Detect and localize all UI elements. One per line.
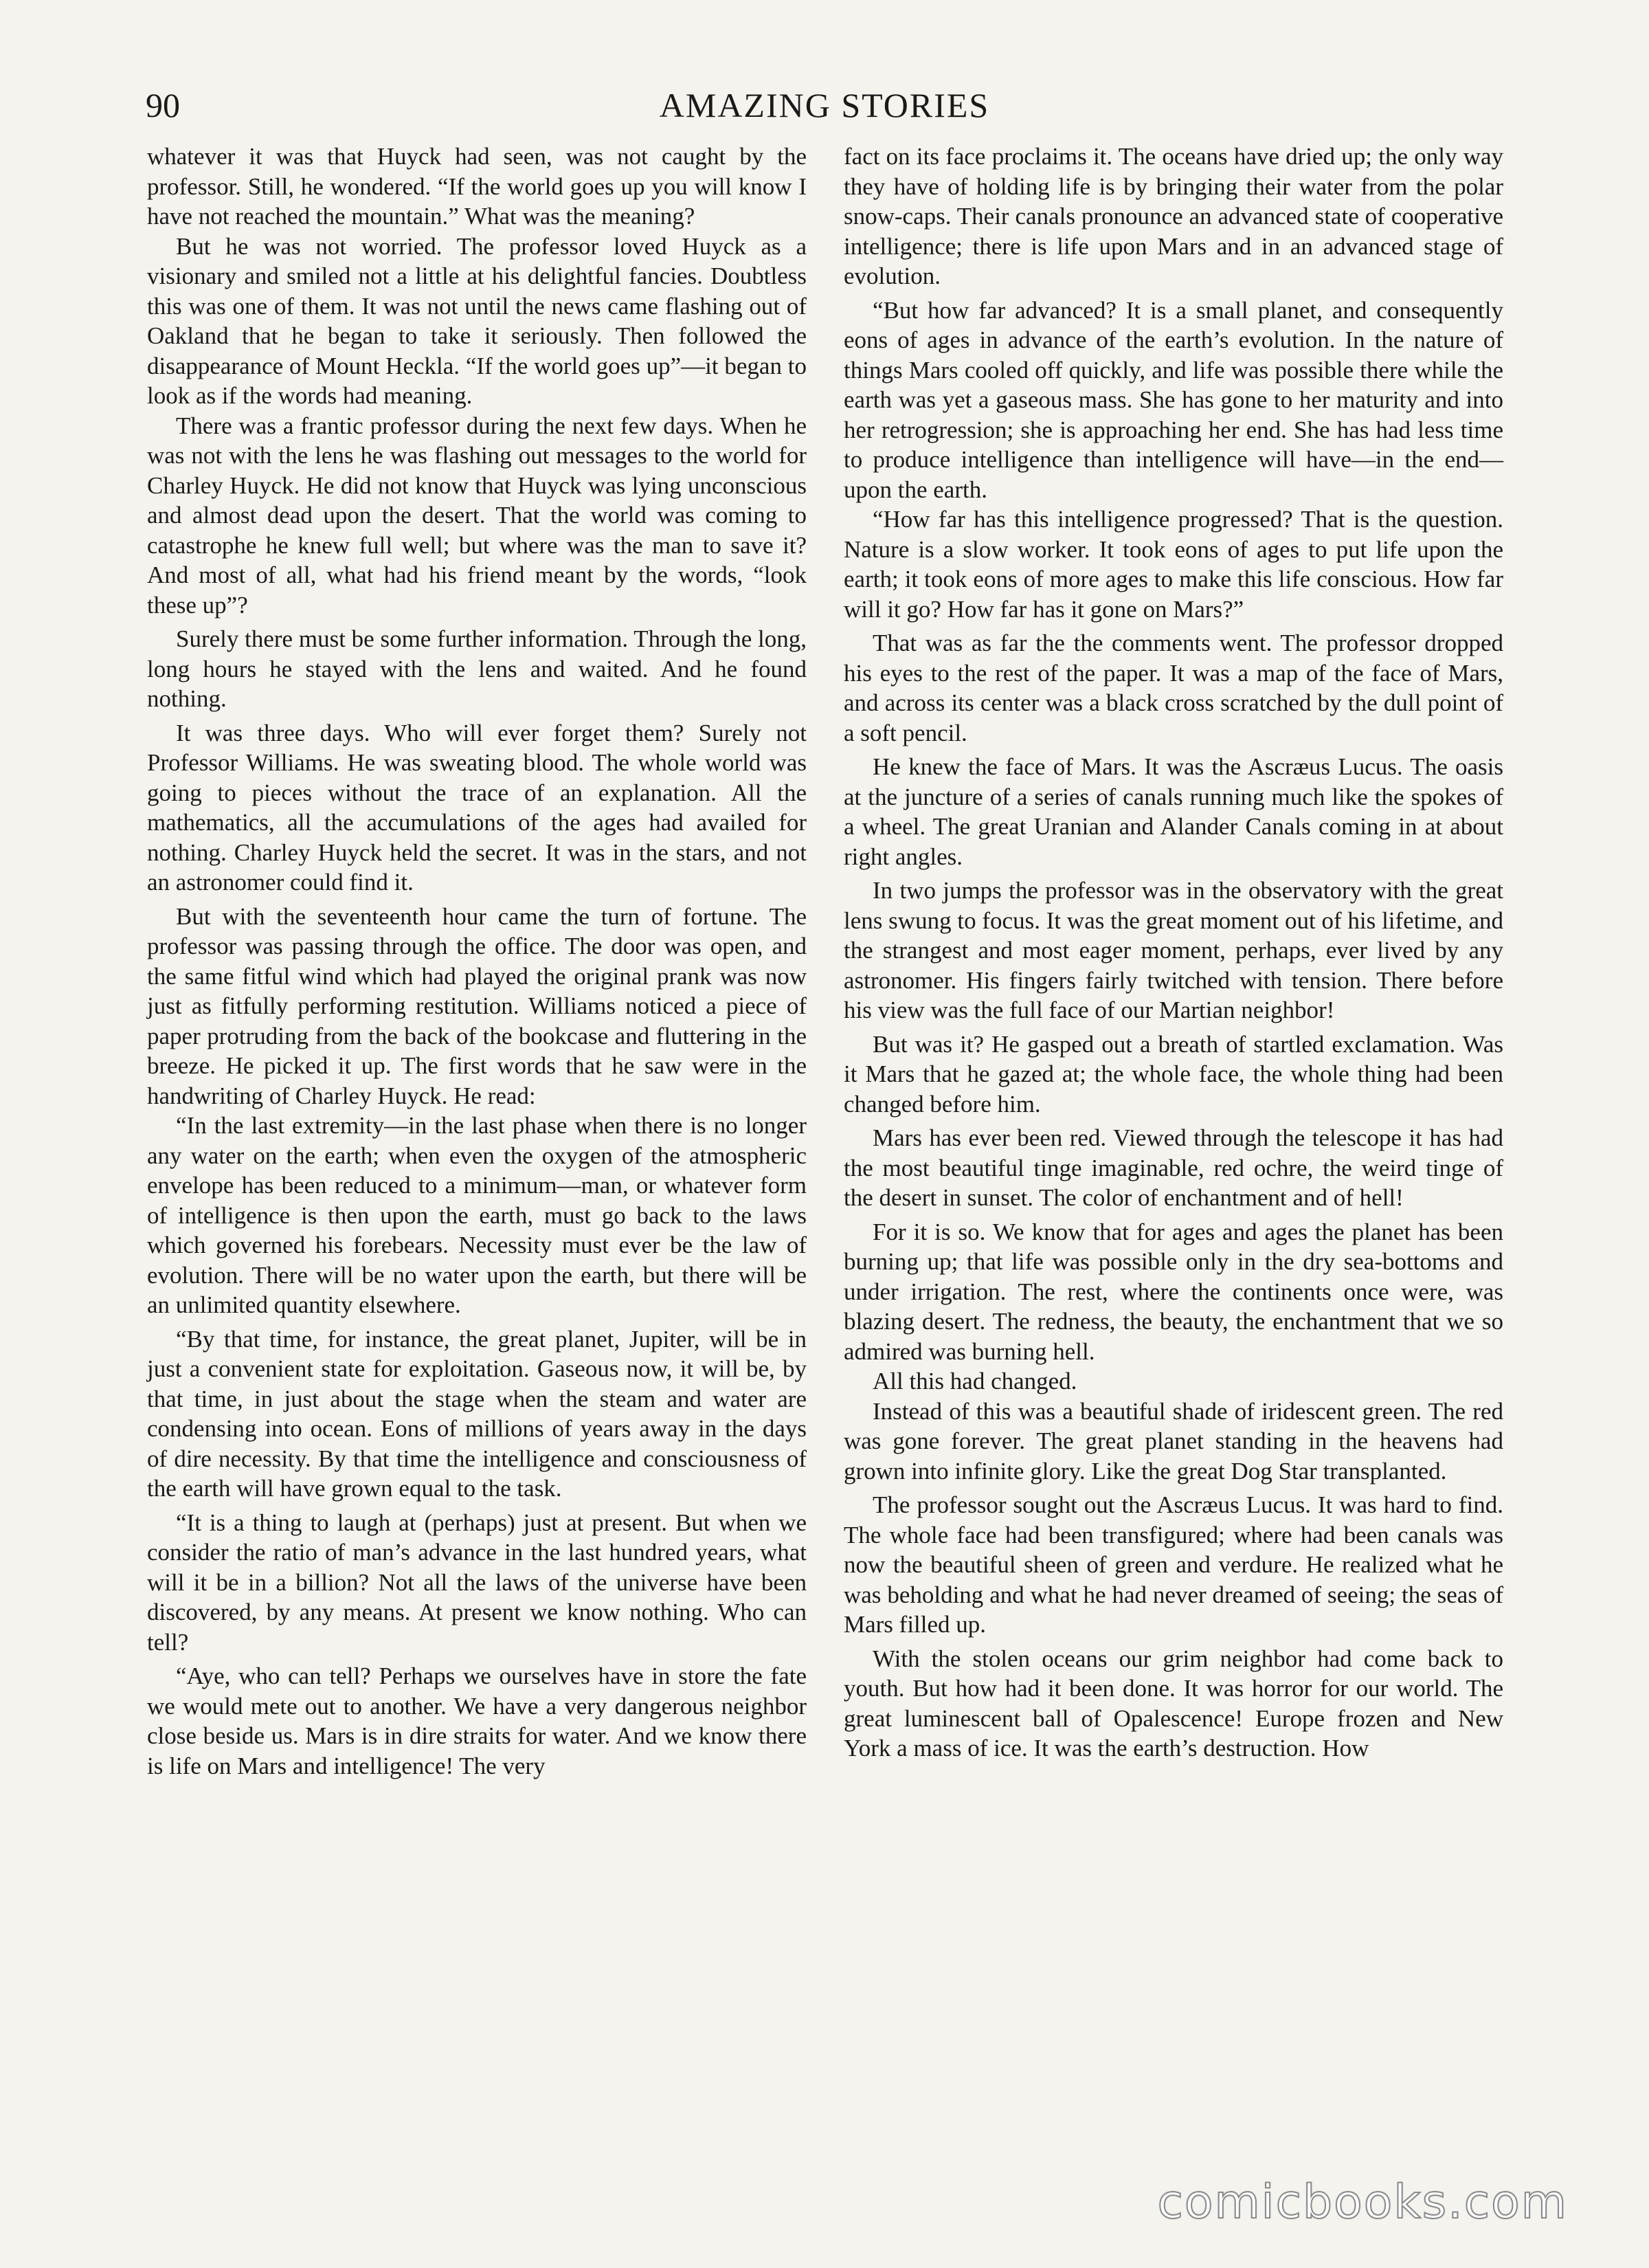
right-column xyxy=(844,142,1503,1764)
paragraph: That was as far the the comments went. The professor dropped his eyes to the rest of the paper. It was a map of the face of Mars, and across its center was a black cross scratched by the dull point of a soft pencil. xyxy=(844,630,1503,746)
paragraph: All this had changed. xyxy=(873,1368,1077,1394)
paragraph: In two jumps the professor was in the observatory with the great lens swung to focus. It was the great moment out of his lifetime, and the strangest and most eager moment, perhaps, ever lived by any astronomer. His fingers fairly twitched with tension. There before his view was the full face of our Martian neighbor! xyxy=(844,877,1503,1023)
paragraph: “But how far advanced? It is a small planet, and consequently eons of ages in advance of the earth’s evolution. In the nature of things Mars cooled off quickly, and life was possible there while the earth was yet a gaseous mass. She has gone to her maturity and into her retrogression; she is approaching her end. She has had less time to produce intelligence than intelligence will have—in the end—upon the earth. xyxy=(844,296,1503,503)
paragraph: Instead of this was a beautiful shade of iridescent green. The red was gone forever. The great planet standing in the heavens had grown into infinite glory. Like the great Dog Star transplanted. xyxy=(844,1397,1503,1485)
paragraph: “How far has this intelligence progressed? That is the question. Nature is a slow worker. It took eons of ages to put life upon the earth; it took eons of more ages to make this life conscious. How far will it go? How far has it gone on Mars?” xyxy=(844,506,1503,623)
page-number: 90 xyxy=(146,86,180,124)
paragraph: But he was not worried. The professor loved Huyck as a visionary and smiled not a little at his delightful fancies. Doubtless this was one of them. It was not until the news came flashing out of Oakland that he began to take it seriously. Then followed the disappearance of Mount Heckla. “If the world goes up”—it began to look as if the words had meaning. xyxy=(147,232,807,409)
paragraph: whatever it was that Huyck had seen, was not caught by the professor. Still, he wondered. “If the world goes up you will know I have not reached the mountain.” What was the meaning? xyxy=(147,143,807,230)
paragraph: “Aye, who can tell? Perhaps we ourselves have in store the fate we would mete out to another. We have a very dangerous neighbor close beside us. Mars is in dire straits for water. And we know there is life on Mars and intelligence! The very xyxy=(147,1663,807,1779)
paragraph: “By that time, for instance, the great planet, Jupiter, will be in just a convenient state for exploitation. Gaseous now, it will be, by that time, in just about the stage when the steam and water are condensing into ocean. Eons of millions of years away in the days of dire necessity. By that time the intelligence and consciousness of the earth will have grown equal to the task. xyxy=(147,1325,807,1502)
journal-title: AMAZING STORIES xyxy=(659,86,990,124)
paragraph: There was a frantic professor during the next few days. When he was not with the lens he was flashing out messages to the world for Charley Huyck. He did not know that Huyck was lying unconscious and almost dead upon the desert. That the world was coming to catastrophe he knew full well; but where was the man to save it? And most of all, what had his friend meant by the words, “look these up”? xyxy=(147,412,807,619)
paragraph: Surely there must be some further information. Through the long, long hours he stayed with the lens and waited. And he found nothing. xyxy=(147,625,807,712)
paragraph: With the stolen oceans our grim neighbor had come back to youth. But how had it been done. It was horror for our world. The great luminescent ball of Opalescence! Europe frozen and New York a mass of ice. It was the earth’s destruction. How xyxy=(844,1645,1503,1761)
source-watermark: comicbooks.com xyxy=(1157,2175,1568,2230)
paragraph: It was three days. Who will ever forget them? Surely not Professor Williams. He was sweating blood. The whole world was going to pieces without the trace of an explanation. All the mathematics, all the accumulations of the ages had availed for nothing. Charley Huyck held the secret. It was in the stars, and not an astronomer could find it. xyxy=(147,719,807,896)
left-column xyxy=(147,142,807,1781)
paragraph: But was it? He gasped out a breath of startled exclamation. Was it Mars that he gazed at; the whole face, the whole thing had been changed before him. xyxy=(844,1030,1503,1118)
paragraph: “It is a thing to laugh at (perhaps) just at present. But when we consider the ratio of man’s advance in the last hundred years, what will it be in a billion? Not all the laws of the universe have been discovered, by any means. At present we know nothing. Who can tell? xyxy=(147,1509,807,1656)
paragraph: “In the last extremity—in the last phase when there is no longer any water on the earth; when even the oxygen of the atmospheric envelope has been reduced to a minimum—man, or whatever form of intelligence is then upon the earth, must go back to the laws which governed his forebears. Necessity must ever be the law of evolution. There will be no water upon the earth, but there will be an unlimited quantity elsewhere. xyxy=(147,1112,807,1318)
paragraph: But with the seventeenth hour came the turn of fortune. The professor was passing through the office. The door was open, and the same fitful wind which had played the original prank was now just as fitfully performing restitution. Williams noticed a piece of paper protruding from the back of the bookcase and fluttering in the breeze. He picked it up. The first words that he saw were in the handwriting of Charley Huyck. He read: xyxy=(147,902,807,1109)
paragraph: Mars has ever been red. Viewed through the telescope it has had the most beautiful tinge imaginable, red ochre, the weird tinge of the desert in sunset. The color of enchantment and of hell! xyxy=(844,1124,1503,1211)
paragraph: fact on its face proclaims it. The oceans have dried up; the only way they have of holding life is by bringing their water from the polar snow-caps. Their canals pronounce an advanced state of cooperative intelligence; there is life upon Mars and in an advanced stage of evolution. xyxy=(844,143,1503,289)
paragraph: The professor sought out the Ascræus Lucus. It was hard to find. The whole face had been transfigured; where had been canals was now the beautiful sheen of green and verdure. He realized what he was beholding and what he had never dreamed of seeing; the seas of Mars filled up. xyxy=(844,1491,1503,1638)
running-head xyxy=(146,81,1503,129)
paragraph: He knew the face of Mars. It was the Ascræus Lucus. The oasis at the juncture of a series of canals running much like the spokes of a wheel. The great Uranian and Alander Canals coming in at about right angles. xyxy=(844,753,1503,870)
paragraph: For it is so. We know that for ages and ages the planet has been burning up; that life was possible only in the dry sea-bottoms and under irrigation. The rest, where the continents once were, was blazing desert. The redness, the beauty, the enchantment that we so admired was burning hell. xyxy=(844,1218,1503,1365)
